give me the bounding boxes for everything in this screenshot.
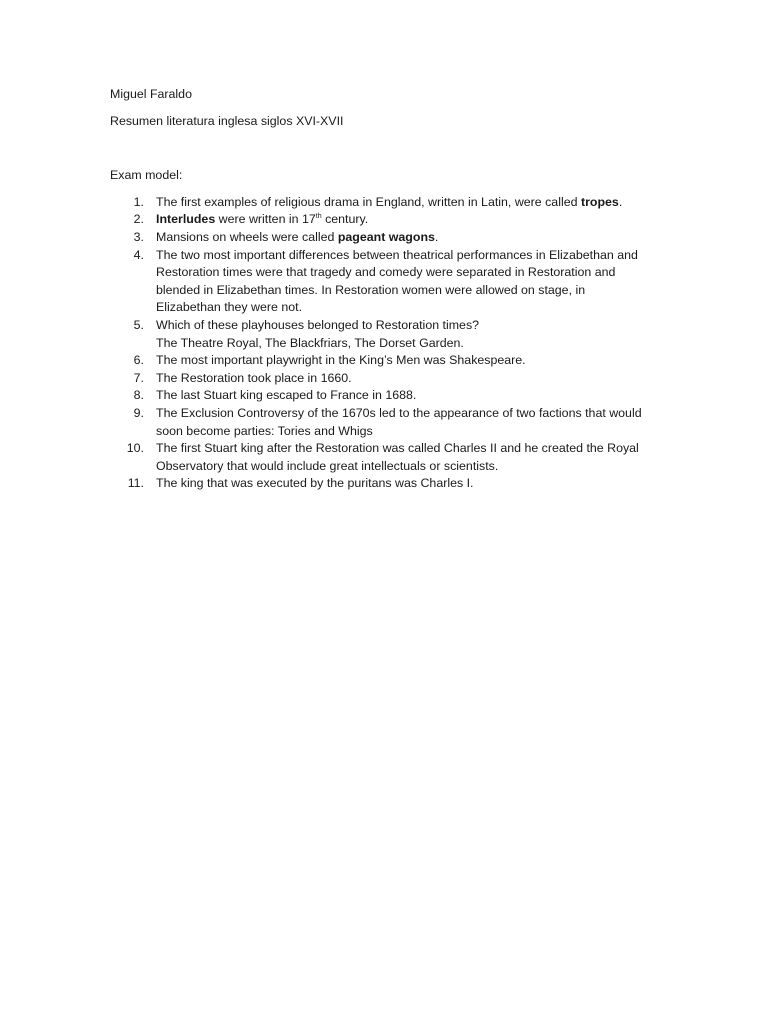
question-text-segment: The most important playwright in the King’s Men was Shakespeare. bbox=[156, 353, 526, 368]
question-text-segment: The two most important differences between theatrical performances in Elizabethan and Restoration times were that tragedy and comedy were separated in Restoration and blended in Elizabethan times. In Restoration women were allowed on stage, in Elizabethan they were not. bbox=[156, 247, 638, 315]
question-number: 4. bbox=[133, 247, 144, 262]
question-text-segment: The first examples of religious drama in England, written in Latin, were called bbox=[156, 194, 581, 209]
question-number: 1. bbox=[133, 194, 144, 209]
question-text-segment: century. bbox=[321, 212, 369, 227]
question-text-segment: The first Stuart king after the Restoration was called Charles II and he created the Royal Observatory that would include great intellectuals or scientists. bbox=[156, 441, 639, 473]
question-number: 3. bbox=[133, 229, 144, 244]
question-text-segment: . bbox=[434, 229, 439, 244]
question-text bbox=[156, 476, 474, 490]
document-page bbox=[110, 86, 670, 493]
question-text-segment: The last Stuart king escaped to France in 1688. bbox=[156, 388, 417, 403]
question-text bbox=[156, 195, 622, 209]
question-item bbox=[110, 317, 646, 352]
question-item bbox=[110, 405, 646, 440]
question-text-segment: The Theatre Royal, The Blackfriars, The Dorset Garden. bbox=[156, 335, 464, 350]
question-number: 8. bbox=[133, 388, 144, 403]
question-text-segment: Which of these playhouses belonged to Restoration times? bbox=[156, 317, 480, 332]
bold-term: tropes bbox=[580, 194, 619, 209]
author-name: Miguel Faraldo bbox=[110, 87, 192, 101]
question-number: 2. bbox=[133, 212, 144, 227]
bold-term: Interludes bbox=[156, 212, 216, 227]
question-text bbox=[156, 318, 479, 350]
question-text bbox=[156, 371, 352, 385]
question-item bbox=[110, 370, 646, 388]
question-text-segment: Mansions on wheels were called bbox=[156, 229, 338, 244]
question-item bbox=[110, 352, 646, 370]
ordinal-suffix: th bbox=[315, 213, 322, 221]
document-title: Resumen literatura inglesa siglos XVI-XVII bbox=[110, 113, 344, 128]
question-number: 11. bbox=[127, 476, 144, 491]
question-text bbox=[156, 230, 438, 244]
question-text bbox=[156, 248, 638, 315]
question-item bbox=[110, 387, 646, 405]
question-item bbox=[110, 194, 646, 212]
question-text-segment: . bbox=[618, 194, 623, 209]
question-number: 5. bbox=[133, 317, 144, 332]
question-text bbox=[156, 388, 416, 402]
question-text bbox=[156, 212, 368, 226]
question-text-segment: were written in 17 bbox=[215, 212, 316, 227]
question-item bbox=[110, 475, 646, 493]
question-text bbox=[156, 353, 526, 367]
question-text-segment: The Restoration took place in 1660. bbox=[156, 370, 352, 385]
question-list bbox=[110, 194, 670, 493]
question-item bbox=[110, 247, 646, 317]
exam-heading: Exam model: bbox=[110, 168, 183, 183]
question-text bbox=[156, 441, 639, 473]
question-item bbox=[110, 229, 646, 247]
question-number: 6. bbox=[133, 353, 144, 368]
question-item bbox=[110, 211, 646, 229]
question-item bbox=[110, 440, 646, 475]
question-number: 7. bbox=[133, 370, 144, 385]
question-number: 9. bbox=[133, 405, 144, 420]
bold-term: pageant wagons bbox=[337, 229, 435, 244]
question-text-segment: The king that was executed by the puritans was Charles I. bbox=[156, 476, 474, 491]
question-number: 10. bbox=[126, 441, 144, 456]
question-text bbox=[156, 406, 642, 438]
question-text-segment: The Exclusion Controversy of the 1670s led to the appearance of two factions that would soon become parties: Tories and Whigs bbox=[156, 405, 642, 438]
